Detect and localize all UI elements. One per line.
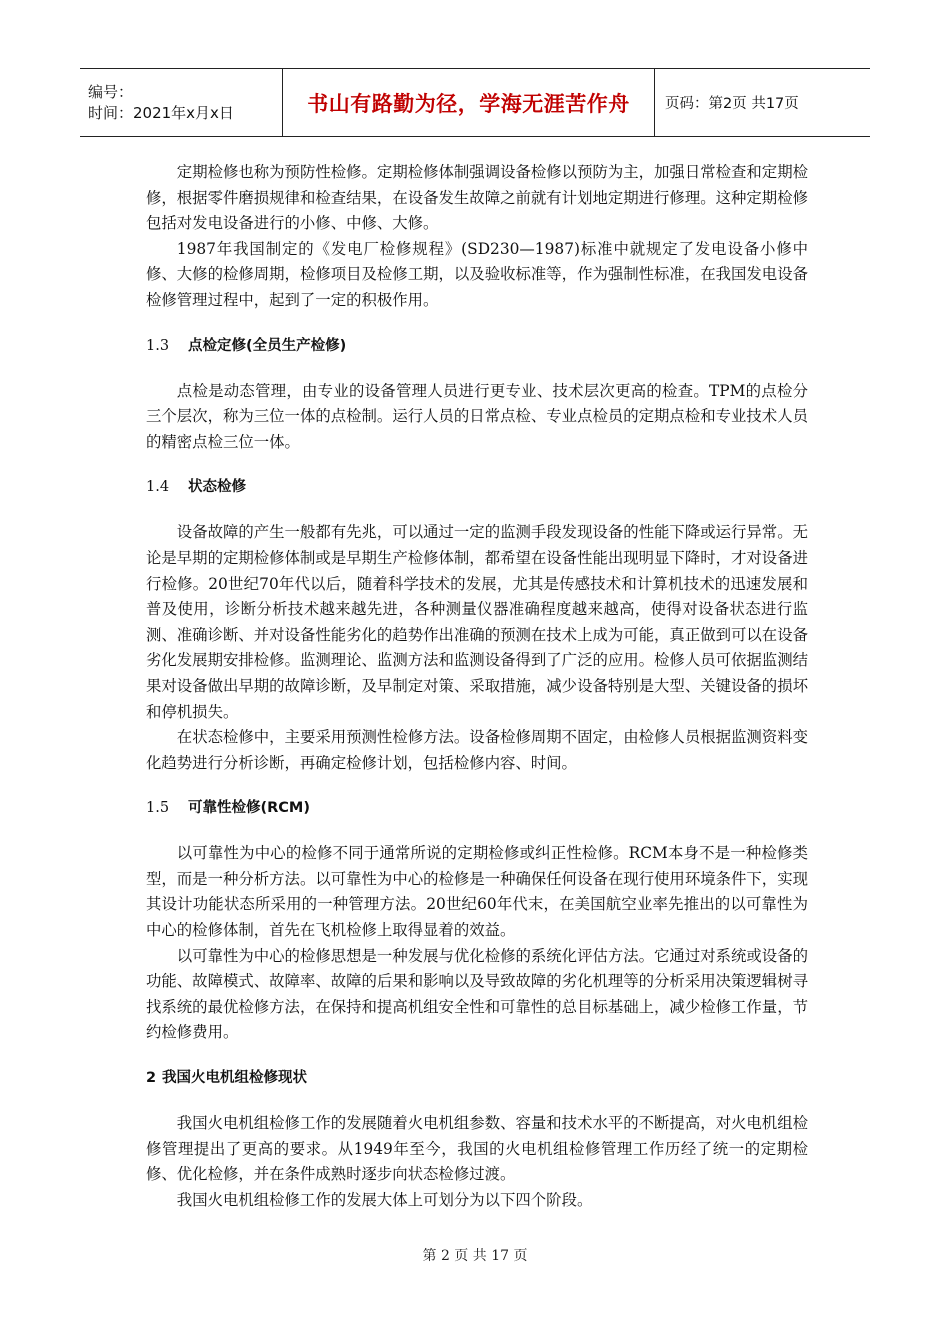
section-title: 点检定修(全员生产检修) xyxy=(188,337,347,354)
document-body xyxy=(146,160,808,1213)
header-motto: 书山有路勤为径，学海无涯苦作舟 xyxy=(282,69,655,136)
header-meta xyxy=(80,69,282,136)
paragraph: 以可靠性为中心的检修思想是一种发展与优化检修的系统化评估方法。它通过对系统或设备的功能、故障模式、故障率、故障的后果和影响以及导致故障的劣化机理等的分析采用决策逻辑树寻找系统的最优检修方法，在保持和提高机组安全性和可靠性的总目标基础上，减少检修工作量，节约检修费用。 xyxy=(146,946,808,1042)
section-heading-1-4 xyxy=(146,474,808,500)
section-heading-1-5 xyxy=(146,795,808,821)
paragraph: 在状态检修中，主要采用预测性检修方法。设备检修周期不固定，由检修人员根据监测资料变化趋势进行分析诊断，再确定检修计划，包括检修内容、时间。 xyxy=(146,728,808,772)
section-number: 1.5 xyxy=(146,800,170,817)
paragraph: 点检是动态管理，由专业的设备管理人员进行更专业、技术层次更高的检查。TPM的点检分三个层次，称为三位一体的点检制。运行人员的日常点检、专业点检员的定期点检和专业技术人员的精密点检三位一体。 xyxy=(146,381,808,451)
section-number: 1.3 xyxy=(146,337,170,354)
section-number: 2 xyxy=(146,1070,157,1087)
section-title: 我国火电机组检修现状 xyxy=(162,1070,307,1087)
section-number: 1.4 xyxy=(146,479,170,496)
section-title: 状态检修 xyxy=(188,479,246,496)
document-number-label: 编号： xyxy=(88,82,134,101)
section-title: 可靠性检修(RCM) xyxy=(188,800,310,817)
page-header xyxy=(80,68,870,137)
paragraph: 我国火电机组检修工作的发展大体上可划分为以下四个阶段。 xyxy=(176,1190,593,1209)
paragraph: 1987年我国制定的《发电厂检修规程》(SD230—1987)标准中就规定了发电设备小修中修、大修的检修周期，检修项目及检修工期，以及验收标准等，作为强制性标准，在我国发电设备检修管理过程中，起到了一定的积极作用。 xyxy=(146,239,808,309)
page-footer: 第 2 页 共 17 页 xyxy=(422,1248,528,1264)
paragraph: 我国火电机组检修工作的发展随着火电机组参数、容量和技术水平的不断提高，对火电机组检修管理提出了更高的要求。从1949年至今，我国的火电机组检修管理工作历经了统一的定期检修、优化检修，并在条件成熟时逐步向状态检修过渡。 xyxy=(146,1114,808,1184)
section-heading-2 xyxy=(146,1065,808,1091)
paragraph: 以可靠性为中心的检修不同于通常所说的定期检修或纠正性检修。RCM本身不是一种检修类型，而是一种分析方法。以可靠性为中心的检修是一种确保任何设备在现行使用环境条件下，实现其设计功能状态所采用的一种管理方法。20世纪60年代末，在美国航空业率先推出的以可靠性为中心的检修体制，首先在飞机检修上取得显着的效益。 xyxy=(146,844,808,940)
document-date: 时间：2021年x月x日 xyxy=(88,103,234,122)
section-heading-1-3 xyxy=(146,333,808,359)
paragraph: 定期检修也称为预防性检修。定期检修体制强调设备检修以预防为主，加强日常检查和定期检修，根据零件磨损规律和检查结果，在设备发生故障之前就有计划地定期进行修理。这种定期检修包括对发电设备进行的小修、中修、大修。 xyxy=(146,163,808,233)
paragraph: 设备故障的产生一般都有先兆，可以通过一定的监测手段发现设备的性能下降或运行异常。无论是早期的定期检修体制或是早期生产检修体制，都希望在设备性能出现明显下降时，才对设备进行检修。20世纪70年代以后，随着科学技术的发展，尤其是传感技术和计算机技术的迅速发展和普及使用，诊断分析技术越来越先进，各种测量仪器准确程度越来越高，使得对设备状态进行监测、准确诊断、并对设备性能劣化的趋势作出准确的预测在技术上成为可能，真正做到可以在设备劣化发展期安排检修。监测理论、监测方法和监测设备得到了广泛的应用。检修人员可依据监测结果对设备做出早期的故障诊断，及早制定对策、采取措施，减少设备特别是大型、关键设备的损坏和停机损失。 xyxy=(146,523,808,721)
header-page-info: 页码：第2页 共17页 xyxy=(665,96,799,112)
